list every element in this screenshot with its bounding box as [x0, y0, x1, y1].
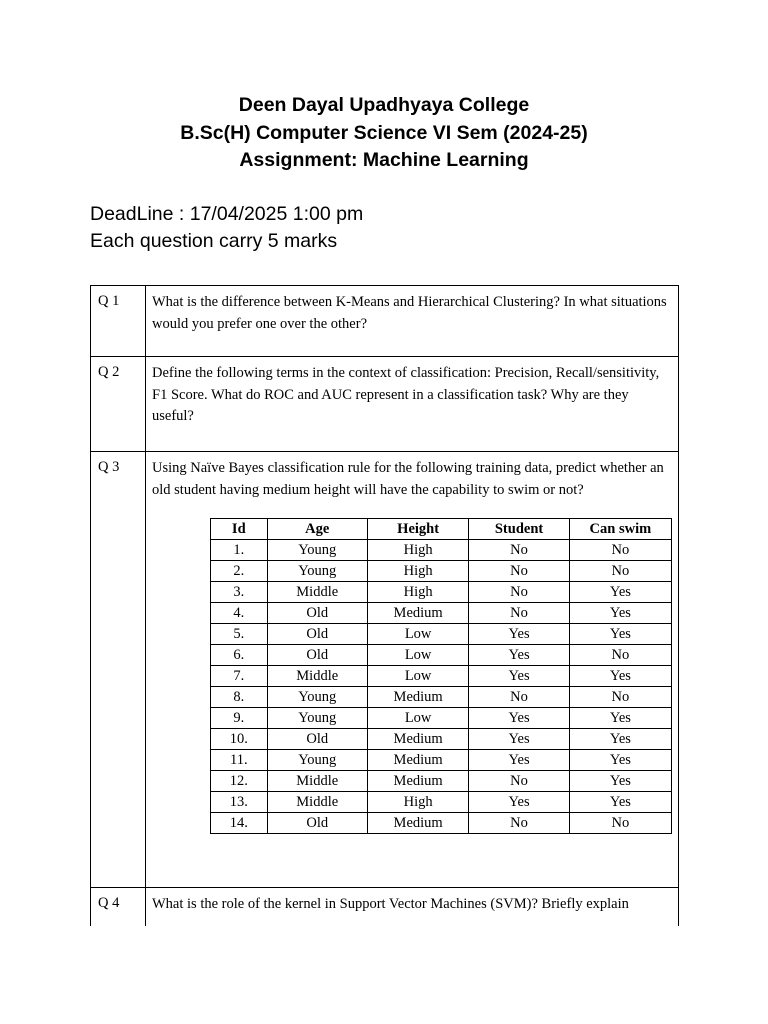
table-cell: High — [367, 792, 468, 813]
table-row — [211, 729, 672, 750]
table-cell: Yes — [569, 624, 671, 645]
column-header-id: Id — [211, 519, 268, 540]
table-cell: 2. — [211, 561, 268, 582]
table-cell: Yes — [569, 582, 671, 603]
deadline-text: DeadLine : 17/04/2025 1:00 pm — [90, 203, 364, 225]
course-title: B.Sc(H) Computer Science VI Sem (2024-25) — [180, 121, 588, 144]
table-cell: High — [367, 540, 468, 561]
table-cell: 10. — [211, 729, 268, 750]
training-data-table — [210, 518, 672, 834]
table-row — [211, 645, 672, 666]
table-cell: High — [367, 582, 468, 603]
table-cell: Yes — [469, 792, 569, 813]
table-cell: Young — [267, 687, 367, 708]
table-cell: Medium — [367, 771, 468, 792]
table-header-row — [211, 519, 672, 540]
table-cell: Old — [267, 729, 367, 750]
table-cell: Medium — [367, 813, 468, 834]
table-cell: Medium — [367, 750, 468, 771]
table-cell: Yes — [569, 750, 671, 771]
table-cell: 11. — [211, 750, 268, 771]
question-row-4 — [91, 888, 679, 926]
table-cell: 13. — [211, 792, 268, 813]
question-text: What is the role of the kernel in Support Vector Machines (SVM)? Briefly explain — [146, 888, 679, 926]
column-header-age: Age — [267, 519, 367, 540]
table-cell: No — [469, 771, 569, 792]
question-row-3 — [91, 452, 679, 888]
table-cell: Low — [367, 666, 468, 687]
table-cell: Yes — [569, 729, 671, 750]
table-cell: Old — [267, 645, 367, 666]
questions-table — [90, 285, 679, 926]
table-cell: Yes — [469, 729, 569, 750]
question-row-2 — [91, 357, 679, 452]
table-cell: Young — [267, 540, 367, 561]
table-cell: 1. — [211, 540, 268, 561]
column-header-can-swim: Can swim — [569, 519, 671, 540]
table-cell: 9. — [211, 708, 268, 729]
table-cell: Low — [367, 708, 468, 729]
table-cell: Middle — [267, 582, 367, 603]
table-row — [211, 771, 672, 792]
table-cell: Young — [267, 750, 367, 771]
table-row — [211, 708, 672, 729]
question-row-1 — [91, 286, 679, 357]
question-cell — [146, 452, 679, 888]
question-text: Using Naïve Bayes classification rule for the following training data, predict whether an old student having medium height will have the capability to swim or not? — [152, 460, 664, 498]
table-cell: Old — [267, 624, 367, 645]
table-row — [211, 603, 672, 624]
table-cell: 5. — [211, 624, 268, 645]
table-cell: 3. — [211, 582, 268, 603]
training-data-body — [211, 540, 672, 834]
table-cell: No — [469, 540, 569, 561]
table-cell: No — [469, 582, 569, 603]
table-cell: Yes — [569, 792, 671, 813]
table-cell: Yes — [469, 666, 569, 687]
table-cell: Medium — [367, 603, 468, 624]
table-cell: Yes — [469, 645, 569, 666]
table-cell: Young — [267, 561, 367, 582]
marks-text: Each question carry 5 marks — [90, 230, 338, 252]
table-cell: Yes — [469, 708, 569, 729]
table-cell: Middle — [267, 771, 367, 792]
table-row — [211, 666, 672, 687]
table-cell: 14. — [211, 813, 268, 834]
table-cell: Middle — [267, 666, 367, 687]
table-cell: Yes — [469, 624, 569, 645]
college-name: Deen Dayal Upadhyaya College — [238, 94, 530, 116]
table-row — [211, 582, 672, 603]
question-number: Q 4 — [91, 888, 146, 926]
table-row — [211, 561, 672, 582]
table-cell: 6. — [211, 645, 268, 666]
table-cell: 12. — [211, 771, 268, 792]
question-text: Define the following terms in the context of classification: Precision, Recall/sensitivity, F1 Score. What do ROC and AUC represent in a classification task? Why are they useful? — [146, 357, 679, 452]
table-cell: Medium — [367, 687, 468, 708]
table-cell: Yes — [569, 771, 671, 792]
table-row — [211, 687, 672, 708]
table-cell: Low — [367, 645, 468, 666]
assignment-meta — [90, 201, 363, 255]
table-cell: Old — [267, 603, 367, 624]
table-cell: Yes — [569, 603, 671, 624]
table-cell: No — [569, 561, 671, 582]
table-row — [211, 750, 672, 771]
question-number: Q 1 — [91, 286, 146, 357]
table-row — [211, 540, 672, 561]
table-cell: Young — [267, 708, 367, 729]
table-cell: Old — [267, 813, 367, 834]
question-number: Q 3 — [91, 452, 146, 888]
table-cell: No — [569, 540, 671, 561]
question-number: Q 2 — [91, 357, 146, 452]
table-cell: Low — [367, 624, 468, 645]
question-text: What is the difference between K-Means and Hierarchical Clustering? In what situations would you prefer one over the other? — [146, 286, 679, 357]
table-cell: Yes — [569, 708, 671, 729]
document-header — [0, 92, 768, 175]
column-header-student: Student — [469, 519, 569, 540]
table-cell: No — [469, 603, 569, 624]
table-cell: Medium — [367, 729, 468, 750]
table-cell: Yes — [469, 750, 569, 771]
table-cell: 7. — [211, 666, 268, 687]
assignment-title: Assignment: Machine Learning — [239, 149, 529, 171]
table-cell: No — [469, 561, 569, 582]
table-cell: No — [569, 813, 671, 834]
table-cell: No — [569, 645, 671, 666]
table-cell: 4. — [211, 603, 268, 624]
table-row — [211, 792, 672, 813]
table-cell: No — [569, 687, 671, 708]
table-row — [211, 813, 672, 834]
column-header-height: Height — [367, 519, 468, 540]
table-cell: No — [469, 687, 569, 708]
table-row — [211, 624, 672, 645]
table-cell: No — [469, 813, 569, 834]
table-cell: Yes — [569, 666, 671, 687]
table-cell: 8. — [211, 687, 268, 708]
table-cell: High — [367, 561, 468, 582]
table-cell: Middle — [267, 792, 367, 813]
